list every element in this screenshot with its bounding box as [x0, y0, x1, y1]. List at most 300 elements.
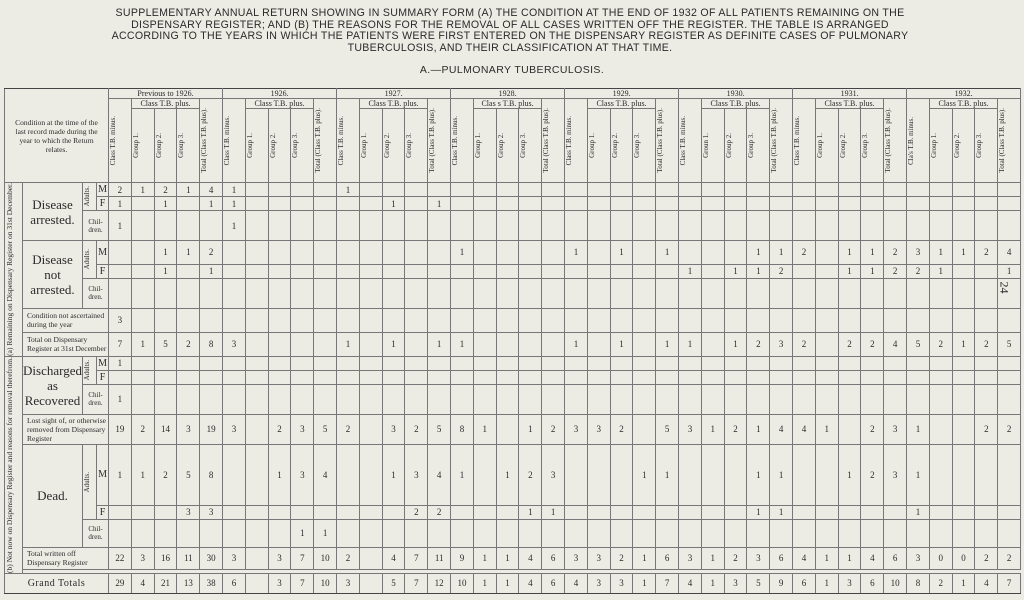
- table-cell: [473, 356, 496, 370]
- table-cell: [815, 278, 838, 308]
- table-cell: [907, 519, 930, 547]
- table-cell: [770, 278, 793, 308]
- table-cell: [200, 356, 223, 370]
- table-cell: [565, 370, 588, 384]
- table-cell: [245, 278, 268, 308]
- group-header: Group 3.: [405, 133, 414, 158]
- table-cell: 11: [428, 547, 451, 569]
- table-cell: [268, 332, 291, 356]
- table-cell: 3: [200, 505, 223, 519]
- table-cell: [952, 211, 975, 241]
- table-cell: 22: [109, 547, 132, 569]
- table-cell: 1: [268, 444, 291, 505]
- group-header: Group 2.: [610, 133, 619, 158]
- group-header: Group 2.: [268, 133, 277, 158]
- table-cell: [177, 308, 200, 332]
- table-cell: 1: [109, 444, 132, 505]
- table-cell: 1: [724, 264, 747, 278]
- tb-minus-header: Class T.B. minus.: [451, 115, 460, 166]
- table-cell: [952, 414, 975, 444]
- table-cell: [770, 308, 793, 332]
- table-cell: [724, 505, 747, 519]
- table-cell: 1: [770, 505, 793, 519]
- table-cell: [382, 211, 405, 241]
- table-cell: [587, 370, 610, 384]
- table-cell: 7: [405, 573, 428, 593]
- table-cell: 1: [109, 197, 132, 211]
- tb-minus-header: Class T.B. minus.: [223, 115, 232, 166]
- table-cell: [610, 519, 633, 547]
- table-cell: [929, 183, 952, 197]
- disease-not-arrested-label: Disease not arrested.: [23, 241, 83, 309]
- table-cell: [200, 211, 223, 241]
- table-cell: [223, 519, 246, 547]
- table-cell: 1: [200, 197, 223, 211]
- table-cell: [154, 278, 177, 308]
- group-header: Group 3.: [747, 133, 756, 158]
- table-cell: [245, 370, 268, 384]
- table-cell: 1: [633, 547, 656, 569]
- grand-totals-label: Grand Totals: [5, 573, 109, 593]
- table-cell: [587, 278, 610, 308]
- table-cell: [565, 183, 588, 197]
- table-cell: [679, 444, 702, 505]
- table-cell: 1: [815, 414, 838, 444]
- table-cell: [382, 384, 405, 414]
- table-cell: 1: [724, 332, 747, 356]
- table-cell: [701, 444, 724, 505]
- table-cell: [314, 356, 337, 370]
- table-cell: 1: [451, 241, 474, 265]
- table-cell: [451, 278, 474, 308]
- table-cell: [359, 332, 382, 356]
- table-cell: [177, 264, 200, 278]
- table-cell: [200, 384, 223, 414]
- table-cell: 10: [884, 573, 907, 593]
- table-cell: 1: [382, 444, 405, 505]
- table-cell: [268, 264, 291, 278]
- table-cell: [519, 241, 542, 265]
- group-header: Group 2.: [496, 133, 505, 158]
- table-cell: 1: [770, 444, 793, 505]
- table-cell: [268, 356, 291, 370]
- group-header: Group 2.: [154, 133, 163, 158]
- table-cell: [451, 211, 474, 241]
- table-cell: [633, 519, 656, 547]
- dead-label: Dead.: [23, 444, 83, 547]
- table-cell: [496, 332, 519, 356]
- table-cell: 2: [884, 241, 907, 265]
- table-cell: [907, 356, 930, 370]
- table-cell: 4: [200, 183, 223, 197]
- table-cell: [610, 197, 633, 211]
- table-cell: 1: [656, 332, 679, 356]
- table-cell: [633, 264, 656, 278]
- table-cell: [975, 384, 998, 414]
- table-cell: 1: [610, 241, 633, 265]
- table-cell: 5: [177, 444, 200, 505]
- table-cell: [929, 414, 952, 444]
- table-cell: 8: [907, 573, 930, 593]
- table-cell: [998, 278, 1021, 308]
- table-cell: [200, 308, 223, 332]
- table-cell: [861, 505, 884, 519]
- table-cell: 7: [291, 573, 314, 593]
- adults-label: Adults.: [83, 249, 91, 270]
- table-cell: 2: [610, 547, 633, 569]
- table-cell: [656, 183, 679, 197]
- table-cell: 2: [975, 332, 998, 356]
- table-cell: 3: [565, 547, 588, 569]
- table-cell: [907, 211, 930, 241]
- table-cell: [815, 519, 838, 547]
- table-cell: 3: [223, 332, 246, 356]
- table-cell: 6: [542, 573, 565, 593]
- table-cell: 2: [929, 332, 952, 356]
- table-cell: [770, 183, 793, 197]
- disease-arrested-label: Disease arrested.: [23, 183, 83, 241]
- table-cell: [838, 356, 861, 370]
- table-cell: [359, 519, 382, 547]
- table-cell: [359, 384, 382, 414]
- table-cell: [268, 370, 291, 384]
- table-cell: [496, 356, 519, 370]
- table-cell: [519, 278, 542, 308]
- table-cell: [907, 370, 930, 384]
- table-cell: [815, 264, 838, 278]
- table-cell: [747, 183, 770, 197]
- table-cell: 2: [200, 241, 223, 265]
- table-cell: 3: [838, 573, 861, 593]
- table-cell: 29: [109, 573, 132, 593]
- table-cell: [268, 384, 291, 414]
- table-cell: [337, 308, 360, 332]
- table-cell: [451, 505, 474, 519]
- group-header: Group 1.: [359, 133, 368, 158]
- table-cell: [291, 183, 314, 197]
- table-cell: [223, 264, 246, 278]
- table-cell: [656, 356, 679, 370]
- table-cell: [245, 573, 268, 593]
- table-cell: 5: [998, 332, 1021, 356]
- title-line: SUPPLEMENTARY ANNUAL RETURN SHOWING IN SUMMARY FORM (A) THE CONDITION AT THE END OF 1932 OF ALL PATIENTS REMAINING ON THE: [115, 7, 905, 19]
- table-cell: [770, 197, 793, 211]
- table-cell: [268, 278, 291, 308]
- table-cell: 6: [656, 547, 679, 569]
- table-cell: [587, 308, 610, 332]
- table-cell: [451, 384, 474, 414]
- table-cell: [884, 211, 907, 241]
- table-cell: 1: [451, 444, 474, 505]
- table-cell: [679, 505, 702, 519]
- table-cell: [428, 211, 451, 241]
- table-cell: [656, 519, 679, 547]
- table-cell: [496, 505, 519, 519]
- table-cell: 2: [861, 332, 884, 356]
- table-cell: [245, 444, 268, 505]
- table-cell: [815, 183, 838, 197]
- table-cell: [679, 183, 702, 197]
- table-cell: [838, 278, 861, 308]
- table-cell: 2: [337, 414, 360, 444]
- table-cell: [314, 505, 337, 519]
- table-cell: [770, 370, 793, 384]
- table-cell: 1: [952, 241, 975, 265]
- table-cell: [245, 264, 268, 278]
- table-cell: 2: [337, 547, 360, 569]
- table-cell: [587, 264, 610, 278]
- table-cell: 1: [154, 264, 177, 278]
- table-cell: [154, 519, 177, 547]
- table-cell: [337, 519, 360, 547]
- table-cell: [633, 384, 656, 414]
- table-cell: [268, 241, 291, 265]
- table-cell: [428, 370, 451, 384]
- table-cell: [405, 197, 428, 211]
- table-cell: [542, 384, 565, 414]
- table-cell: 1: [838, 547, 861, 569]
- table-cell: [359, 356, 382, 370]
- section-b-label: (b) Not now on Dispensary Register and reasons for removal therefrom.: [5, 356, 14, 573]
- table-cell: [747, 370, 770, 384]
- table-cell: 2: [861, 414, 884, 444]
- table-cell: [496, 278, 519, 308]
- table-cell: [952, 370, 975, 384]
- table-cell: [359, 183, 382, 197]
- table-cell: [337, 241, 360, 265]
- table-cell: [861, 384, 884, 414]
- table-cell: [998, 384, 1021, 414]
- table-cell: [929, 370, 952, 384]
- year-header: 1930.: [679, 89, 793, 99]
- table-cell: [109, 278, 132, 308]
- table-cell: [177, 384, 200, 414]
- table-cell: [268, 197, 291, 211]
- table-cell: [701, 519, 724, 547]
- table-cell: [679, 356, 702, 370]
- table-cell: [724, 241, 747, 265]
- group-header: Group 1.: [929, 133, 938, 158]
- table-cell: [405, 370, 428, 384]
- table-cell: [656, 308, 679, 332]
- table-cell: [359, 414, 382, 444]
- table-cell: 2: [109, 183, 132, 197]
- table-cell: [451, 519, 474, 547]
- children-label: Chil-dren.: [83, 278, 109, 308]
- table-cell: [314, 384, 337, 414]
- table-cell: [929, 211, 952, 241]
- table-cell: [747, 384, 770, 414]
- table-cell: [496, 241, 519, 265]
- table-cell: [907, 308, 930, 332]
- table-cell: [542, 332, 565, 356]
- table-cell: [679, 211, 702, 241]
- female-label: F: [97, 370, 109, 384]
- table-cell: [587, 332, 610, 356]
- table-cell: 3: [679, 414, 702, 444]
- table-cell: [245, 505, 268, 519]
- table-cell: [656, 278, 679, 308]
- table-cell: [542, 519, 565, 547]
- table-cell: [565, 519, 588, 547]
- table-cell: [382, 370, 405, 384]
- table-cell: 2: [907, 264, 930, 278]
- table-cell: [542, 356, 565, 370]
- table-cell: [314, 183, 337, 197]
- total-header: Total (Class T.B. plus).: [656, 108, 665, 173]
- table-cell: [793, 211, 816, 241]
- table-cell: 3: [884, 414, 907, 444]
- table-cell: 7: [109, 332, 132, 356]
- table-cell: [337, 264, 360, 278]
- tb-plus-header: Class T.B. plus.: [587, 99, 655, 109]
- table-cell: [268, 505, 291, 519]
- condition-not-ascertained-label: Condition not ascertained during the year: [23, 308, 109, 332]
- group-header: Group 1.: [245, 133, 254, 158]
- table-cell: 2: [405, 505, 428, 519]
- group-header: Group 2.: [952, 133, 961, 158]
- table-cell: [929, 519, 952, 547]
- table-cell: 1: [815, 573, 838, 593]
- table-cell: [428, 308, 451, 332]
- table-cell: 4: [428, 444, 451, 505]
- table-cell: [496, 197, 519, 211]
- table-cell: 2: [861, 444, 884, 505]
- table-cell: 1: [337, 183, 360, 197]
- table-cell: [519, 519, 542, 547]
- table-cell: 11: [177, 547, 200, 569]
- table-cell: 14: [154, 414, 177, 444]
- table-cell: [519, 197, 542, 211]
- table-cell: [314, 308, 337, 332]
- table-cell: [154, 211, 177, 241]
- table-cell: [975, 264, 998, 278]
- table-cell: [382, 519, 405, 547]
- table-cell: [815, 332, 838, 356]
- table-cell: 8: [451, 414, 474, 444]
- table-cell: [884, 356, 907, 370]
- table-cell: [382, 241, 405, 265]
- table-cell: [177, 356, 200, 370]
- tb-plus-header: Class T.B. plus.: [245, 99, 313, 109]
- tb-plus-header: Class T.B. plus.: [131, 99, 199, 109]
- table-cell: 1: [496, 444, 519, 505]
- table-cell: [998, 356, 1021, 370]
- table-cell: [975, 444, 998, 505]
- table-cell: 2: [747, 332, 770, 356]
- table-cell: [109, 370, 132, 384]
- table-cell: 3: [587, 414, 610, 444]
- table-cell: 3: [268, 573, 291, 593]
- table-cell: [861, 519, 884, 547]
- table-cell: 1: [382, 332, 405, 356]
- table-cell: [952, 444, 975, 505]
- year-header: 1932.: [907, 89, 1021, 99]
- table-cell: [405, 356, 428, 370]
- table-cell: [587, 384, 610, 414]
- table-cell: 1: [747, 241, 770, 265]
- table-cell: 13: [177, 573, 200, 593]
- table-cell: [975, 183, 998, 197]
- table-cell: 1: [291, 519, 314, 547]
- table-cell: 1: [633, 573, 656, 593]
- table-cell: [610, 183, 633, 197]
- table-cell: [929, 444, 952, 505]
- table-cell: [587, 197, 610, 211]
- table-cell: 1: [815, 547, 838, 569]
- table-cell: [587, 505, 610, 519]
- table-cell: [451, 356, 474, 370]
- table-cell: [200, 278, 223, 308]
- table-cell: [815, 370, 838, 384]
- table-cell: [838, 370, 861, 384]
- group-header: Group 3.: [291, 133, 300, 158]
- table-cell: 3: [565, 414, 588, 444]
- table-cell: 3: [587, 547, 610, 569]
- table-cell: [815, 505, 838, 519]
- table-cell: [131, 356, 154, 370]
- table-cell: [724, 278, 747, 308]
- table-cell: [382, 356, 405, 370]
- table-cell: [747, 308, 770, 332]
- table-cell: [245, 183, 268, 197]
- table-cell: [724, 183, 747, 197]
- table-cell: [815, 241, 838, 265]
- table-cell: [109, 519, 132, 547]
- table-cell: [952, 308, 975, 332]
- table-cell: 4: [565, 573, 588, 593]
- table-cell: [291, 197, 314, 211]
- table-cell: [473, 370, 496, 384]
- table-cell: [929, 278, 952, 308]
- table-cell: 3: [724, 573, 747, 593]
- table-cell: 5: [907, 332, 930, 356]
- table-cell: [679, 519, 702, 547]
- table-cell: [587, 211, 610, 241]
- table-cell: 2: [998, 414, 1021, 444]
- table-cell: [747, 519, 770, 547]
- male-label: M: [97, 241, 109, 265]
- table-cell: [793, 444, 816, 505]
- table-cell: 1: [907, 505, 930, 519]
- table-cell: [565, 308, 588, 332]
- table-cell: [679, 278, 702, 308]
- table-cell: [565, 264, 588, 278]
- table-cell: 1: [337, 332, 360, 356]
- table-cell: [519, 211, 542, 241]
- table-cell: [610, 278, 633, 308]
- table-cell: 1: [952, 573, 975, 593]
- table-cell: [907, 278, 930, 308]
- table-cell: [815, 444, 838, 505]
- table-cell: [268, 211, 291, 241]
- total-on-register-label: Total on Dispensary Register at 31st December: [23, 332, 109, 356]
- table-cell: [451, 370, 474, 384]
- lost-sight-label: Lost sight of, or otherwise removed from Dispensary Register: [23, 414, 109, 444]
- table-cell: [793, 370, 816, 384]
- table-cell: [359, 308, 382, 332]
- table-cell: [565, 278, 588, 308]
- table-cell: [473, 264, 496, 278]
- table-cell: [359, 505, 382, 519]
- table-cell: 4: [793, 547, 816, 569]
- table-cell: 3: [268, 547, 291, 569]
- table-cell: 4: [998, 241, 1021, 265]
- children-label: Chil-dren.: [83, 519, 109, 547]
- table-cell: [929, 197, 952, 211]
- table-cell: [428, 264, 451, 278]
- tb-plus-header: Class T.B. plus.: [701, 99, 769, 109]
